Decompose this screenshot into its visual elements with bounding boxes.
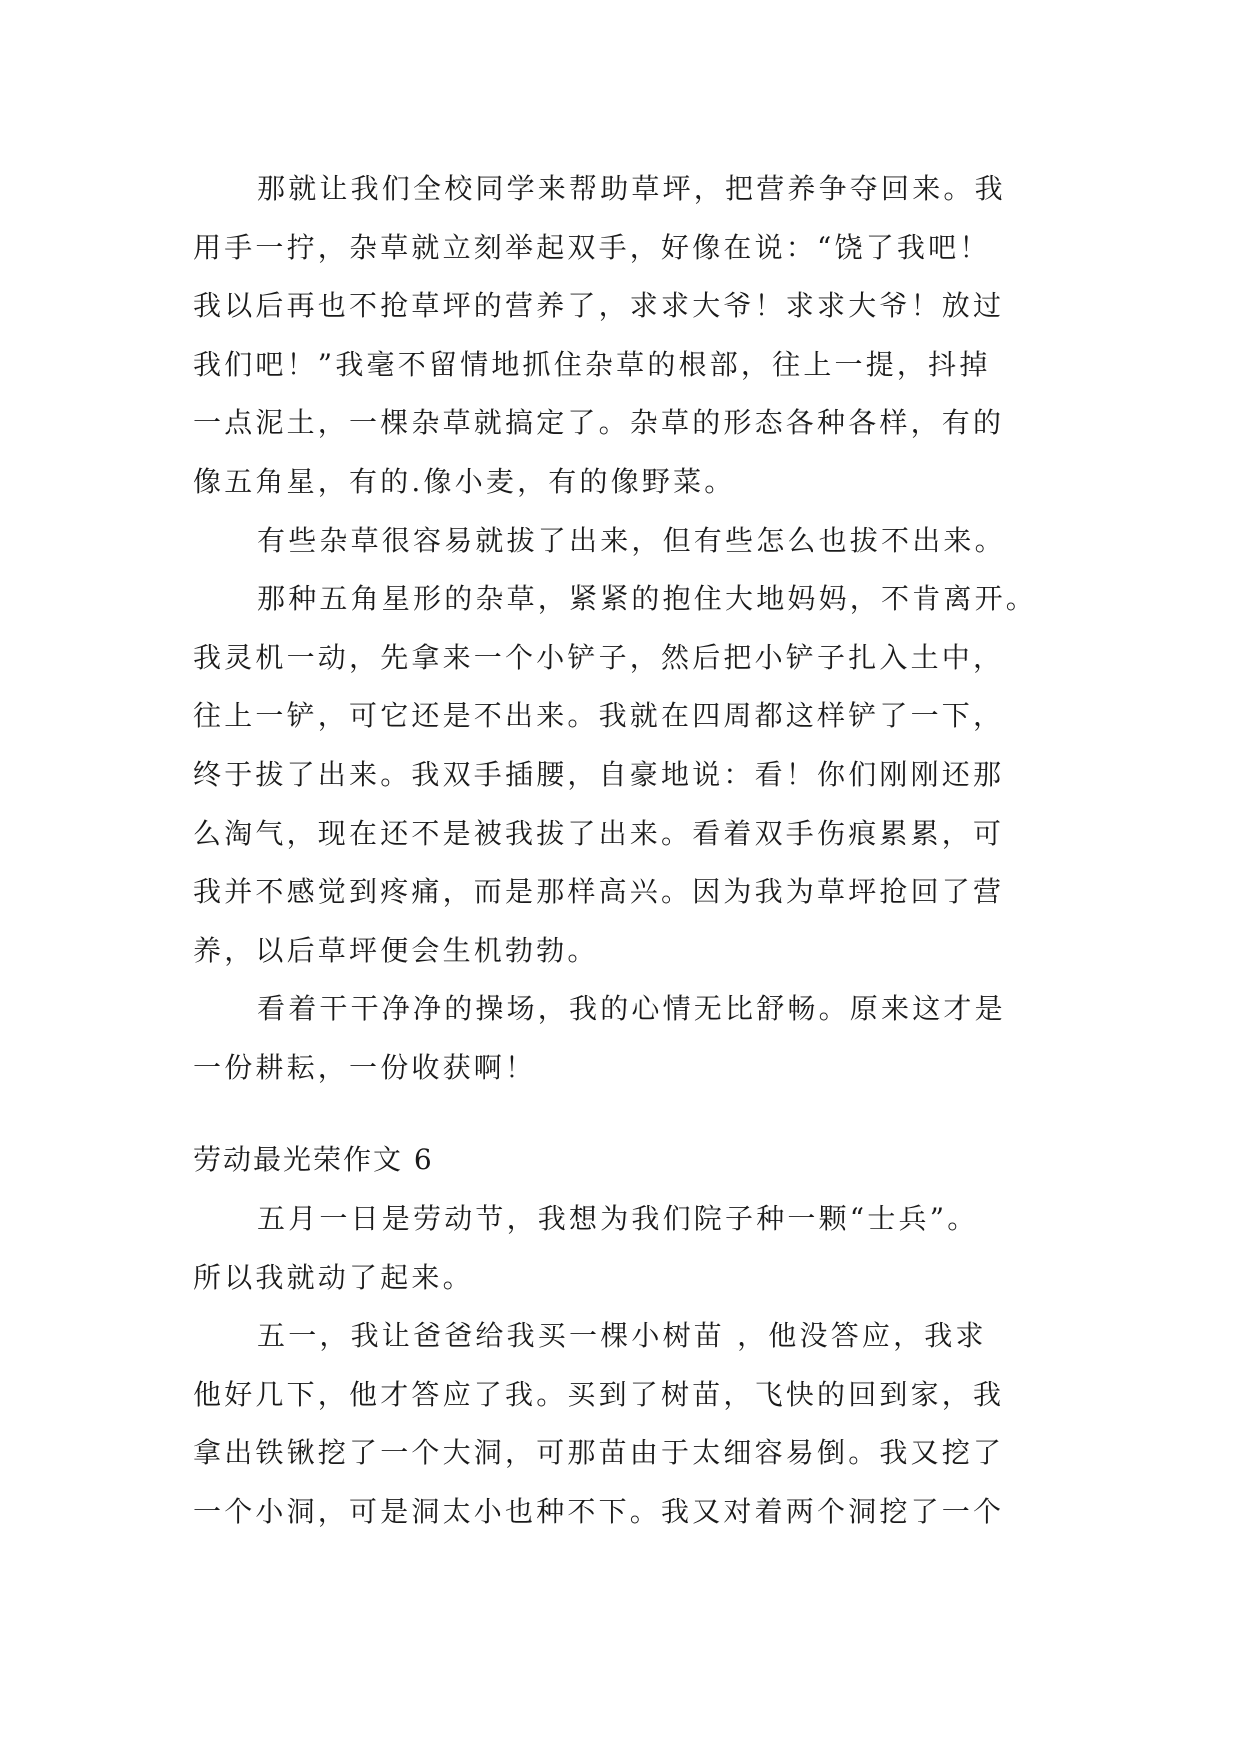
text-line: 他好几下，他才答应了我。买到了树苗，飞快的回到家，我 <box>193 1377 1005 1411</box>
essay-body-section-1 <box>193 160 1053 1098</box>
text-line: 一份耕耘，一份收获啊！ <box>193 1050 537 1084</box>
text-line: 像五角星，有的.像小麦，有的像野菜。 <box>193 464 736 498</box>
text-line: 往上一铲，可它还是不出来。我就在四周都这样铲了一下， <box>193 699 1005 733</box>
paragraph-4 <box>193 980 1053 1097</box>
text-line: 么淘气，现在还不是被我拔了出来。看着双手伤痕累累，可 <box>193 816 1005 850</box>
essay-body-section-2 <box>193 1190 1053 1542</box>
text-line: 那就让我们全校同学来帮助草坪，把营养争夺回来。我 <box>257 172 1006 205</box>
text-line: 有些杂草很容易就拔了出来，但有些怎么也拔不出来。 <box>257 523 1006 557</box>
text-line: 我以后再也不抢草坪的营养了，求求大爷！求求大爷！放过 <box>193 289 1005 323</box>
text-line: 一个小洞，可是洞太小也种不下。我又对着两个洞挖了一个 <box>193 1494 1005 1528</box>
text-line: 一点泥土，一棵杂草就搞定了。杂草的形态各种各样，有的 <box>193 406 1005 440</box>
text-line: 五一，我让爸爸给我买一棵小树苗 ，他没答应，我求 <box>257 1319 987 1353</box>
paragraph-1 <box>193 1190 1053 1307</box>
text-line: 所以我就动了起来。 <box>193 1260 474 1294</box>
text-line: 拿出铁锹挖了一个大洞，可那苗由于太细容易倒。我又挖了 <box>193 1436 1005 1470</box>
text-line: 我并不感觉到疼痛，而是那样高兴。因为我为草坪抢回了营 <box>193 875 1005 909</box>
text-line: 养，以后草坪便会生机勃勃。 <box>193 933 599 967</box>
text-line: 那种五角星形的杂草，紧紧的抱住大地妈妈，不肯离开。 <box>257 582 1038 616</box>
section-heading: 劳动最光荣作文 6 <box>193 1143 434 1176</box>
paragraph-2 <box>193 512 1053 571</box>
text-line: 我灵机一动，先拿来一个小铲子，然后把小铲子扎入土中， <box>193 640 1005 674</box>
text-line: 我们吧！”我毫不留情地抓住杂草的根部，往上一提，抖掉 <box>193 347 991 381</box>
paragraph-3 <box>193 570 1053 980</box>
text-line: 终于拔了出来。我双手插腰，自豪地说：看！你们刚刚还那 <box>193 757 1005 791</box>
text-line: 五月一日是劳动节，我想为我们院子种一颗“士兵”。 <box>257 1202 979 1235</box>
paragraph-1 <box>193 160 1053 512</box>
paragraph-2 <box>193 1307 1053 1541</box>
text-line: 看着干干净净的操场，我的心情无比舒畅。原来这才是 <box>257 992 1006 1026</box>
text-line: 用手一拧，杂草就立刻举起双手，好像在说：“饶了我吧！ <box>193 230 991 264</box>
